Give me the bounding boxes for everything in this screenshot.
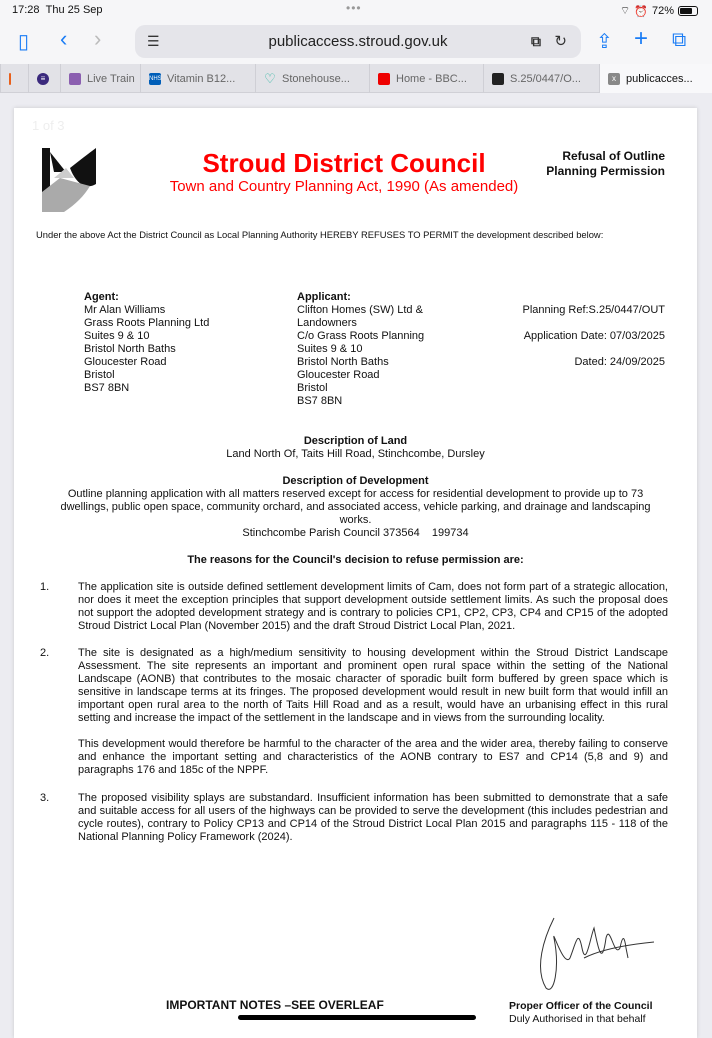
applicant-address: Clifton Homes (SW) Ltd & Landowners C/o Grass Roots Planning Suites 9 & 10 Bristol North Baths Gloucester Road Bristol BS7 8BN <box>297 304 425 407</box>
land-description <box>34 435 677 461</box>
council-name: Stroud District Council <box>202 148 486 178</box>
applicant-block <box>297 291 424 408</box>
tab-label: Vitamin B12... <box>167 72 236 85</box>
nhs-favicon-icon: NHS <box>149 73 161 85</box>
letterhead <box>164 148 524 195</box>
new-tab-icon[interactable]: + <box>634 25 649 52</box>
signatory-block <box>509 1000 653 1026</box>
reason-number: 1. <box>40 581 50 593</box>
share-icon[interactable]: ⇪ <box>596 31 613 53</box>
tab-bbc[interactable] <box>369 64 483 93</box>
agent-address: Mr Alan Williams Grass Roots Planning Ltd Suites 9 & 10 Bristol North Baths Gloucester Road Bristol BS7 8BN <box>84 304 210 394</box>
battery-percent: 72% <box>651 5 674 17</box>
development-heading: Description of Development <box>282 475 429 487</box>
planning-ref: Planning Ref:S.25/0447/OUT <box>522 304 665 316</box>
date: Thu 25 Sep <box>45 4 103 16</box>
tab-favicon <box>9 73 11 85</box>
tab-label: Stonehouse... <box>282 72 350 85</box>
reason-text-continued: This development would therefore be harmful to the character of the area and the wider area, thereby failing to conserve and enhance the important setting and characteristics of the AONB contrary to ES7 and CP14 (5,8 and 9) and paragraphs 176 and 185c of the NPPF. <box>78 738 668 776</box>
officer-subtitle: Duly Authorised in that behalf <box>509 1013 646 1025</box>
extension-icon[interactable]: ⧉ <box>531 33 541 49</box>
bbc-favicon-icon <box>378 73 390 85</box>
development-text: Outline planning application with all matters reserved except for access for residential development to provide up to 73 dwellings, public open space, community orchard, and associated access, vehicle parking, and drainage and landscaping works. <box>60 488 651 526</box>
status-bar <box>0 0 712 22</box>
reasons-heading: The reasons for the Council's decision to refuse permission are: <box>187 554 524 566</box>
development-description <box>50 475 661 540</box>
tab-label: publicacces... <box>626 72 693 85</box>
tab-vitamin-b12[interactable] <box>140 64 255 93</box>
rail-favicon-icon: ≡ <box>37 73 49 85</box>
officer-title: Proper Officer of the Council <box>509 1000 653 1012</box>
land-heading: Description of Land <box>303 435 408 447</box>
sidebar-icon[interactable]: ▯ <box>18 31 30 53</box>
tab-bar <box>0 64 712 93</box>
reason-number: 2. <box>40 647 50 659</box>
status-time-date <box>12 4 103 16</box>
reload-icon[interactable]: ↻ <box>554 33 567 50</box>
reason-text: The proposed visibility splays are substandard. Insufficient information has been submitted to demonstrate that a safe and suitable access for all users of the highways can be provided to serve the development (this includes pedestrian and cycle routes), contrary to Policy CP13 and CP14 of the Stroud District Local Plan 2015 and paragraphs 115 - 118 of the National Planning Policy Framework (2024). <box>78 792 668 843</box>
tab-planning-ref[interactable] <box>483 64 599 93</box>
parish-info: Stinchcombe Parish Council 373564 199734 <box>242 527 469 539</box>
land-text: Land North Of, Taits Hill Road, Stinchcombe, Dursley <box>226 448 485 460</box>
time: 17:28 <box>12 4 40 16</box>
council-logo-icon <box>40 148 98 212</box>
stroud-favicon-icon <box>492 73 504 85</box>
reader-icon[interactable]: ☰ <box>147 33 160 49</box>
reason-number: 3. <box>40 792 50 804</box>
tab-live-train[interactable] <box>60 64 140 93</box>
tab-label: Home - BBC... <box>396 72 467 85</box>
signature-icon <box>524 908 664 998</box>
tab-publicaccess[interactable] <box>599 64 712 93</box>
page-indicator: 1 of 3 <box>32 118 65 133</box>
tab-label: S.25/0447/O... <box>510 72 581 85</box>
decision-date: Dated: 24/09/2025 <box>574 356 665 368</box>
agent-heading: Agent: <box>84 291 119 303</box>
train-favicon-icon <box>69 73 81 85</box>
address-bar[interactable] <box>135 25 581 58</box>
forward-icon[interactable]: › <box>94 26 102 51</box>
battery-icon <box>678 6 698 16</box>
act-title: Town and Country Planning Act, 1990 (As amended) <box>169 178 519 195</box>
multitasking-dots-icon[interactable]: ••• <box>346 1 362 15</box>
wifi-icon: ⌔ <box>619 5 631 17</box>
browser-toolbar <box>0 22 712 64</box>
tab-label: Live Train <box>87 72 135 85</box>
back-icon[interactable]: ‹ <box>60 26 68 51</box>
home-indicator[interactable] <box>238 1015 476 1020</box>
document-type: Refusal of Outline Planning Permission <box>546 149 665 178</box>
tab-stonehouse[interactable] <box>255 64 369 93</box>
reason-2 <box>40 647 668 777</box>
reason-3 <box>40 792 668 844</box>
reason-1 <box>40 581 668 633</box>
tabs-overview-icon[interactable]: ⧉ <box>672 29 687 51</box>
reason-text: The site is designated as a high/medium sensitivity to housing development within the Stroud District Landscape Assessment. The site represents an important and prominent open rural space within the setting of the National Landscape (AONB) that contributes to the mosaic character of sporadic built form buffered by green space which is sensitive in landscape terms at its fringes. The proposed development would result in new built form that would infill an important open rural area to the north of Taits Hill Road and as a result, would have an urbanising effect in this rural setting and increase the impact of the settlement in the landscape and in views from the surrounding locality. <box>78 647 668 724</box>
reason-text: The application site is outside defined settlement development limits of Cam, does not form part of a strategic allocation, nor does it meet the exception principles that support development outside settlement limits. As such the proposal does not support the adopted development strategy and is contrary to policies CP1, CP2, CP3, CP4 and CP15 of the adopted Stroud District Local Plan (November 2015) and the draft Stroud District Local Plan, 2021. <box>78 581 668 632</box>
intro-statement: Under the above Act the District Council as Local Planning Authority HEREBY REFUSES TO PERMIT the development described below: <box>36 229 604 240</box>
application-date: Application Date: 07/03/2025 <box>523 330 665 342</box>
applicant-heading: Applicant: <box>297 291 351 303</box>
tab-national-rail[interactable] <box>28 64 60 93</box>
tab-pinned[interactable] <box>0 64 28 93</box>
alarm-icon: ⏰ <box>634 5 648 18</box>
heart-favicon-icon: ♡ <box>264 70 276 86</box>
agent-block <box>84 291 209 395</box>
document-favicon-icon: x <box>608 73 620 85</box>
reference-block <box>523 291 665 382</box>
url-text[interactable]: publicaccess.stroud.gov.uk <box>268 33 448 50</box>
important-notes-link: IMPORTANT NOTES –SEE OVERLEAF <box>166 998 384 1012</box>
pdf-page <box>14 108 697 1038</box>
